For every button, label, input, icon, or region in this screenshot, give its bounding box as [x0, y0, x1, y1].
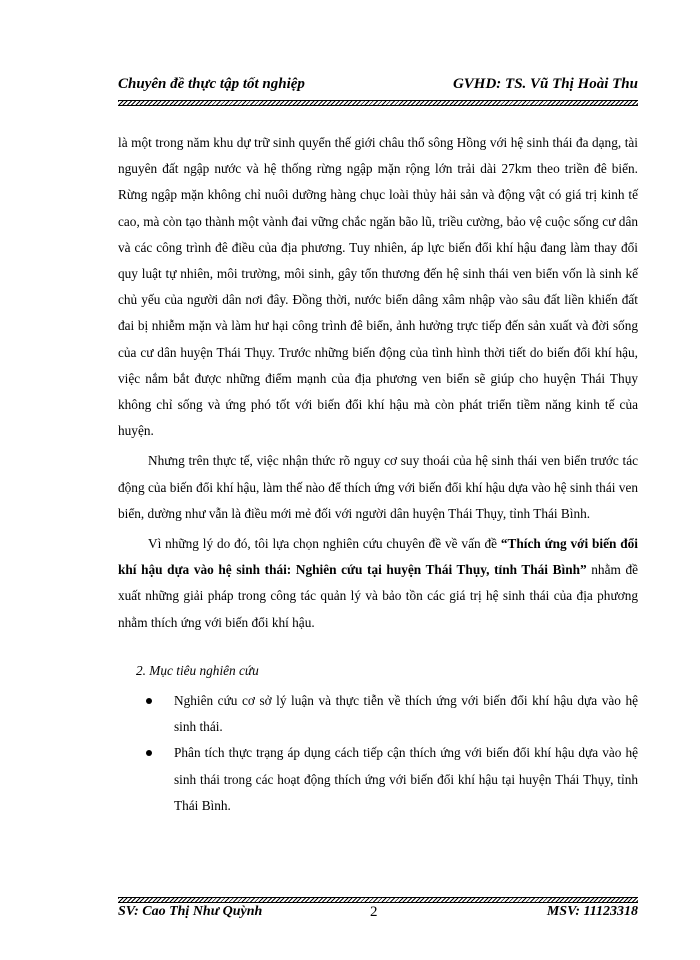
footer-divider	[118, 897, 638, 903]
page-header	[118, 76, 638, 98]
list-item: Nghiên cứu cơ sở lý luận và thực tiễn về thích ứng với biến đổi khí hậu dựa vào hệ sinh thái.	[174, 688, 638, 740]
footer-student: SV: Cao Thị Như Quỳnh	[118, 904, 263, 919]
bullet-icon	[146, 698, 152, 704]
paragraph-3	[118, 531, 638, 636]
section-heading: 2. Mục tiêu nghiên cứu	[136, 662, 259, 678]
paragraph-3-tail: nhằm đề xuất những giải pháp trong công tác quản lý và bảo tồn các giá trị hệ sinh thái của địa phương nhằm thích ứng với biến đổi khí hậu.	[118, 562, 638, 630]
paragraph-2: Nhưng trên thực tế, việc nhận thức rõ nguy cơ suy thoái của hệ sinh thái ven biển trước tác động của biến đổi khí hậu, làm thế nào để thích ứng với biến đổi khí hậu dựa vào hệ sinh thái ven biển, dường như vẫn là điều mới mẻ đối với người dân huyện Thái Thụy, tỉnh Thái Bình.	[118, 453, 638, 521]
paragraph-3-lead: Vì những lý do đó, tôi lựa chọn nghiên cứu chuyên đề về vấn đề	[148, 536, 501, 552]
objectives-list	[118, 688, 638, 819]
page-number: 2	[370, 904, 378, 920]
page-body	[118, 130, 638, 819]
page-footer	[118, 904, 638, 926]
header-advisor: GVHD: TS. Vũ Thị Hoài Thu	[452, 76, 638, 92]
topic-title: “Thích ứng với biến đổi khí hậu dựa vào hệ sinh thái: Nghiên cứu tại huyện Thái Thụy, tỉnh Thái Bình”	[118, 536, 638, 578]
paragraph-1: là một trong năm khu dự trữ sinh quyển thế giới châu thổ sông Hồng với hệ sinh thái đa dạng, tài nguyên đất ngập nước và hệ thống rừng ngập mặn rộng lớn trải dài 27km theo triền đê biển. Rừng ngập mặn không chỉ nuôi dưỡng hàng chục loài thủy hải sản và động vật có giá trị kinh tế cao, mà còn tạo thành một vành đai vững chắc ngăn bão lũ, triều cường, bảo vệ cuộc sống cư dân và các công trình đê điều của địa phương. Tuy nhiên, áp lực biến đổi khí hậu đang làm thay đổi quy luật tự nhiên, môi trường, môi sinh, gây tổn thương đến hệ sinh thái ven biển vốn là sinh kế chủ yếu của người dân nơi đây. Đồng thời, nước biển dâng xâm nhập vào sâu đất liền khiến đất đai bị nhiễm mặn và làm hư hại công trình đê biển, ảnh hưởng trực tiếp đến sản xuất và đời sống của cư dân huyện Thái Thụy. Trước những biến động của tình hình thời tiết do biến đổi khí hậu, việc nắm bắt được những điểm mạnh của địa phương ven biển sẽ giúp cho huyện Thái Thụy không chỉ sống và ứng phó tốt với biến đổi khí hậu mà còn phát triển tiềm năng kinh tế của huyện.	[118, 135, 638, 439]
header-divider	[118, 100, 638, 106]
list-item: Phân tích thực trạng áp dụng cách tiếp cận thích ứng với biến đổi khí hậu dựa vào hệ sinh thái trong các hoạt động thích ứng với biến đổi khí hậu tại huyện Thái Thụy, tỉnh Thái Bình.	[174, 740, 638, 819]
bullet-icon	[146, 750, 152, 756]
header-course-title: Chuyên đề thực tập tốt nghiệp	[118, 76, 305, 92]
footer-student-id: MSV: 11123318	[546, 904, 638, 919]
